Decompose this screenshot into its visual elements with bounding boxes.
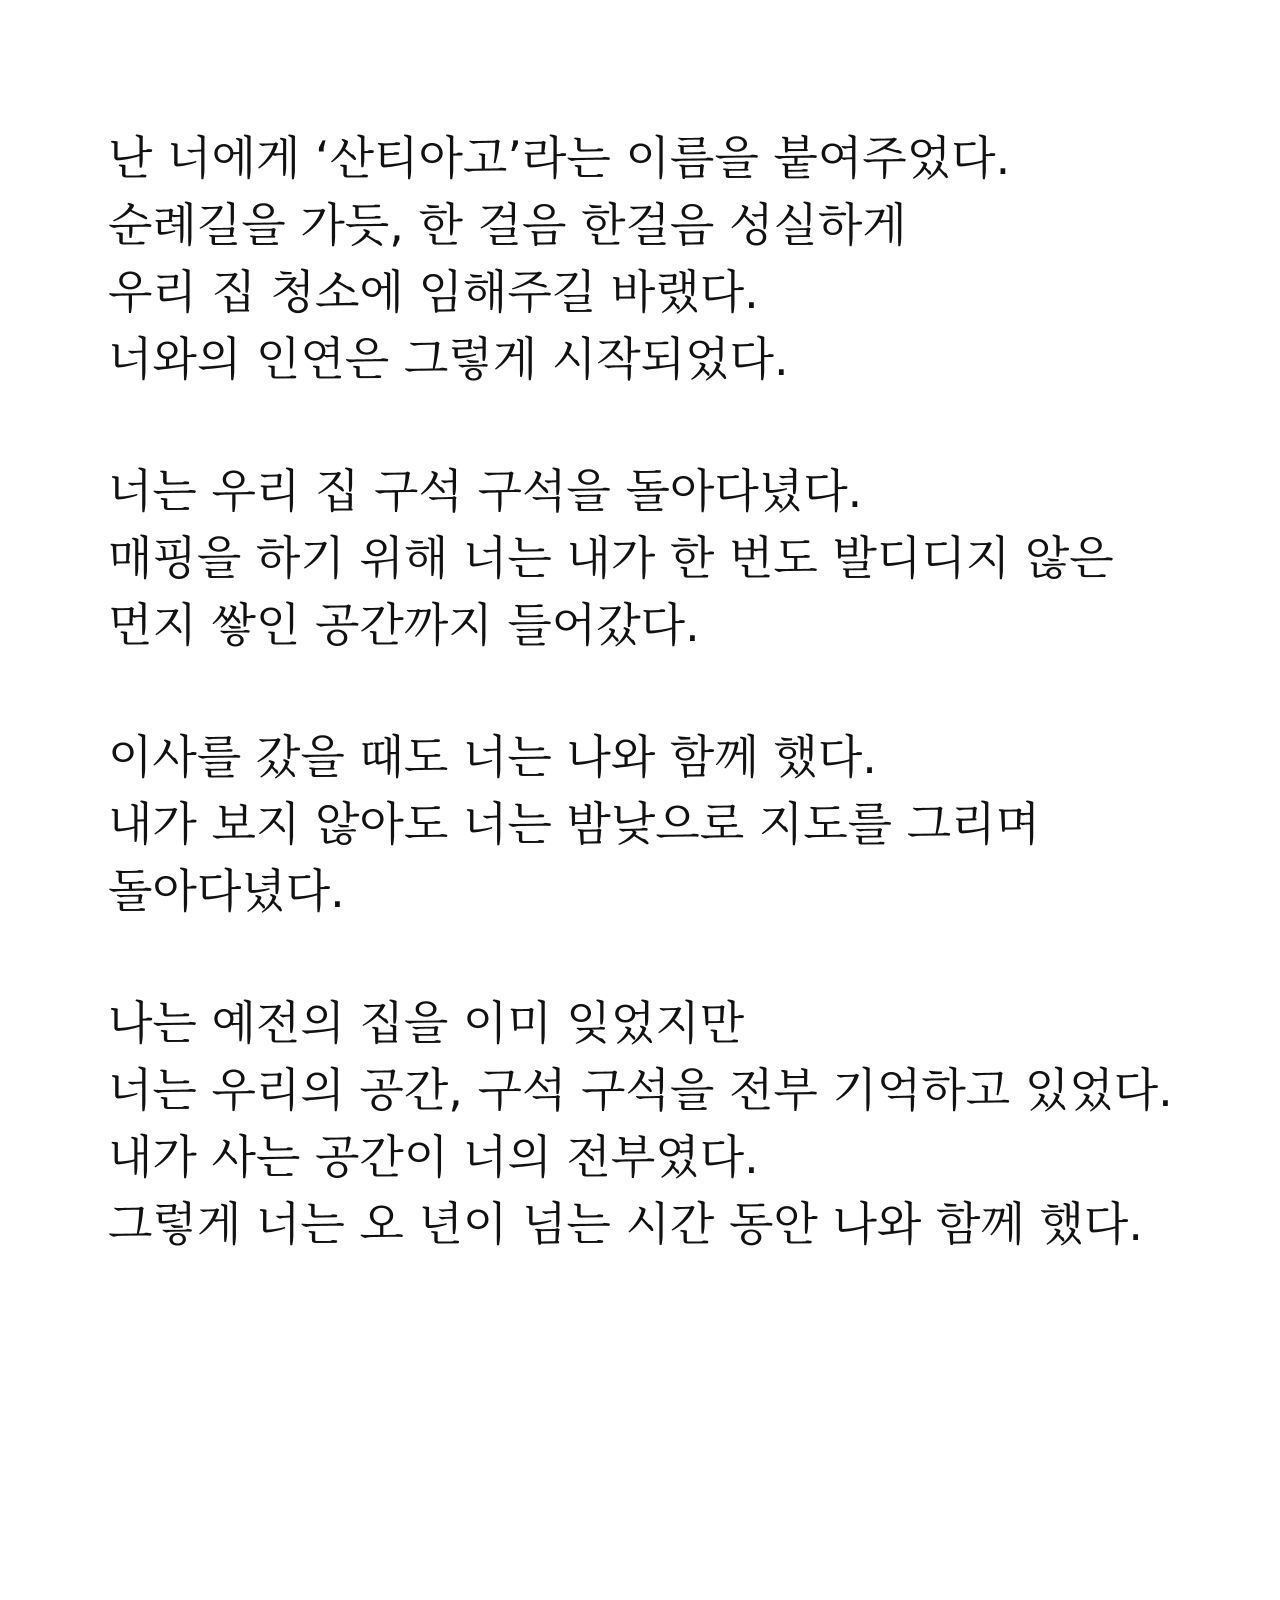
poem-line: 너와의 인연은 그렇게 시작되었다.	[108, 332, 789, 386]
stanza-2	[108, 458, 1268, 659]
poem-line: 순례길을 가듯, 한 걸음 한걸음 성실하게	[108, 198, 907, 252]
poem-line: 너는 우리의 공간, 구석 구석을 전부 기억하고 있었다.	[108, 1063, 1173, 1117]
stanza-1	[108, 125, 1268, 393]
poem-line: 이사를 갔을 때도 너는 나와 함께 했다.	[108, 730, 877, 784]
poem-line: 매핑을 하기 위해 너는 내가 한 번도 발디디지 않은	[108, 531, 1114, 585]
poem-line: 너는 우리 집 구석 구석을 돌아다녔다.	[108, 464, 863, 518]
poem-line: 그렇게 너는 오 년이 넘는 시간 동안 나와 함께 했다.	[108, 1197, 1143, 1251]
stanza-4	[108, 990, 1268, 1258]
poem-line: 내가 보지 않아도 너는 밤낮으로 지도를 그리며	[108, 797, 1041, 851]
poem-line: 나는 예전의 집을 이미 잊었지만	[108, 996, 745, 1050]
poem-line: 돌아다녔다.	[108, 864, 345, 918]
poem-line: 내가 사는 공간이 너의 전부였다.	[108, 1130, 759, 1184]
stanza-3	[108, 724, 1268, 925]
poem-line: 난 너에게 ‘산티아고’라는 이름을 붙여주었다.	[108, 131, 1011, 185]
poem-line: 우리 집 청소에 임해주길 바랬다.	[108, 265, 759, 319]
poem-text	[108, 125, 1268, 1258]
poem-line: 먼지 쌓인 공간까지 들어갔다.	[108, 598, 700, 652]
